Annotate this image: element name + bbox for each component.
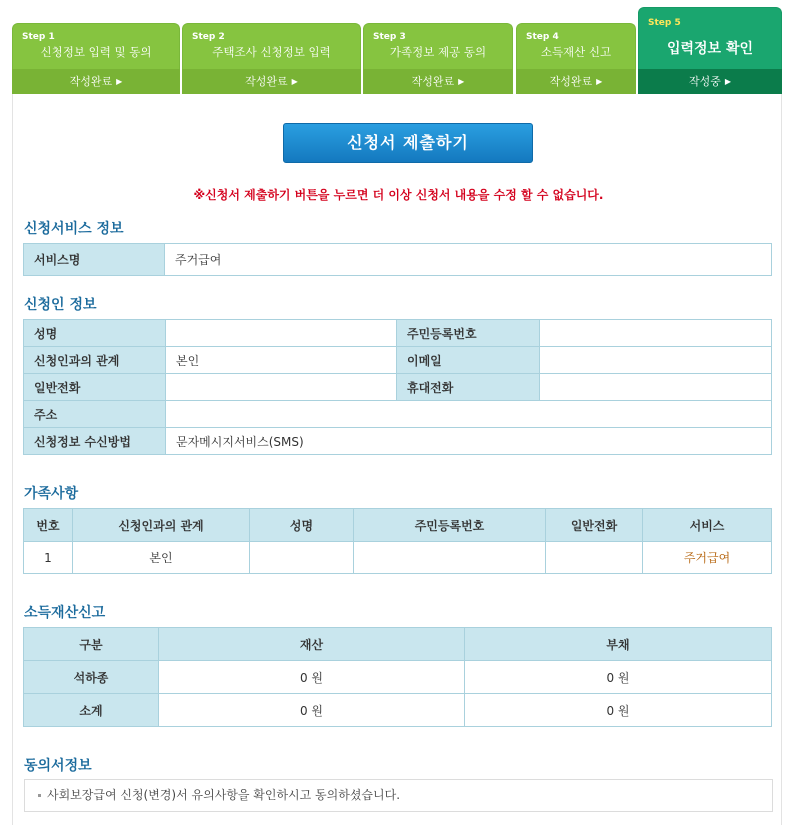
section-title-income: 소득재산신고 bbox=[24, 605, 106, 621]
family-name bbox=[250, 542, 354, 574]
step-title: 신청정보 입력 및 동의 bbox=[40, 45, 152, 59]
mobile-value bbox=[540, 374, 772, 401]
step-1 bbox=[12, 23, 180, 94]
step-status: 작성중 bbox=[688, 75, 721, 88]
step-status: 작성완료 bbox=[411, 75, 455, 88]
income-table bbox=[23, 627, 772, 727]
step-title: 소득재산 신고 bbox=[540, 45, 612, 59]
column-header: 주민등록번호 bbox=[354, 509, 546, 542]
step-number: Step 5 bbox=[648, 18, 681, 28]
mobile-label: 휴대전화 bbox=[397, 374, 540, 401]
section-title-service: 신청서비스 정보 bbox=[24, 221, 124, 237]
column-header: 부채 bbox=[465, 628, 772, 661]
relation-value: 본인 bbox=[166, 347, 397, 374]
step-title: 가족정보 제공 동의 bbox=[389, 45, 487, 59]
column-header: 성명 bbox=[250, 509, 354, 542]
step-number: Step 2 bbox=[192, 32, 225, 42]
caret-right-icon: ▶ bbox=[596, 77, 603, 86]
asset-value: 0 원 bbox=[159, 661, 465, 694]
asset-value: 0 원 bbox=[159, 694, 465, 727]
caret-right-icon: ▶ bbox=[291, 77, 298, 86]
rrn-value bbox=[540, 320, 772, 347]
name-label: 성명 bbox=[24, 320, 166, 347]
column-header: 번호 bbox=[24, 509, 73, 542]
email-value bbox=[540, 347, 772, 374]
caret-right-icon: ▶ bbox=[724, 77, 732, 86]
column-header: 신청인과의 관계 bbox=[73, 509, 250, 542]
step-number: Step 3 bbox=[373, 32, 406, 42]
service-name-value: 주거급여 bbox=[165, 244, 772, 276]
receive-method-value: 문자메시지서비스(SMS) bbox=[166, 428, 772, 455]
applicant-table bbox=[23, 319, 772, 455]
step-status: 작성완료 bbox=[69, 75, 113, 88]
email-label: 이메일 bbox=[397, 347, 540, 374]
step-number: Step 1 bbox=[22, 32, 55, 42]
column-header: 서비스 bbox=[643, 509, 772, 542]
name-value bbox=[166, 320, 397, 347]
phone-label: 일반전화 bbox=[24, 374, 166, 401]
column-header: 재산 bbox=[159, 628, 465, 661]
phone-value bbox=[166, 374, 397, 401]
family-service: 주거급여 bbox=[643, 542, 772, 574]
consent-box bbox=[24, 779, 773, 812]
rrn-label: 주민등록번호 bbox=[397, 320, 540, 347]
caret-right-icon: ▶ bbox=[458, 77, 465, 86]
step-title: 입력정보 확인 bbox=[666, 41, 754, 57]
step-progress-bar bbox=[12, 7, 782, 94]
table-row bbox=[24, 542, 772, 574]
table-row bbox=[24, 694, 772, 727]
address-label: 주소 bbox=[24, 401, 166, 428]
submit-application-button[interactable]: 신청서 제출하기 bbox=[283, 123, 533, 163]
step-5 bbox=[638, 7, 782, 94]
debt-value: 0 원 bbox=[465, 694, 772, 727]
column-header: 일반전화 bbox=[546, 509, 643, 542]
column-header: 구분 bbox=[24, 628, 159, 661]
step-2 bbox=[182, 23, 361, 94]
family-no: 1 bbox=[24, 542, 73, 574]
submit-warning-text: ※신청서 제출하기 버튼을 누르면 더 이상 신청서 내용을 수정 할 수 없습니다. bbox=[193, 188, 604, 202]
table-row bbox=[24, 661, 772, 694]
family-phone bbox=[546, 542, 643, 574]
section-title-family: 가족사항 bbox=[24, 486, 79, 502]
family-rrn bbox=[354, 542, 546, 574]
step-title: 주택조사 신청정보 입력 bbox=[212, 45, 331, 59]
family-relation: 본인 bbox=[73, 542, 250, 574]
step-status: 작성완료 bbox=[549, 75, 593, 88]
consent-text: 사회보장급여 신청(변경)서 유의사항을 확인하시고 동의하셨습니다. bbox=[47, 788, 401, 802]
debt-value: 0 원 bbox=[465, 661, 772, 694]
step-3 bbox=[363, 23, 513, 94]
service-table bbox=[23, 243, 772, 276]
row-label: 석하종 bbox=[24, 661, 159, 694]
step-4 bbox=[516, 23, 636, 94]
bullet-icon bbox=[38, 794, 41, 797]
row-label: 소계 bbox=[24, 694, 159, 727]
step-status: 작성완료 bbox=[245, 75, 288, 88]
receive-method-label: 신청정보 수신방법 bbox=[24, 428, 166, 455]
caret-right-icon: ▶ bbox=[116, 77, 123, 86]
relation-label: 신청인과의 관계 bbox=[24, 347, 166, 374]
section-title-consent: 동의서정보 bbox=[24, 758, 92, 774]
section-title-applicant: 신청인 정보 bbox=[24, 297, 97, 313]
address-value bbox=[166, 401, 772, 428]
service-name-label: 서비스명 bbox=[24, 244, 165, 276]
step-number: Step 4 bbox=[526, 32, 559, 42]
family-table bbox=[23, 508, 772, 574]
